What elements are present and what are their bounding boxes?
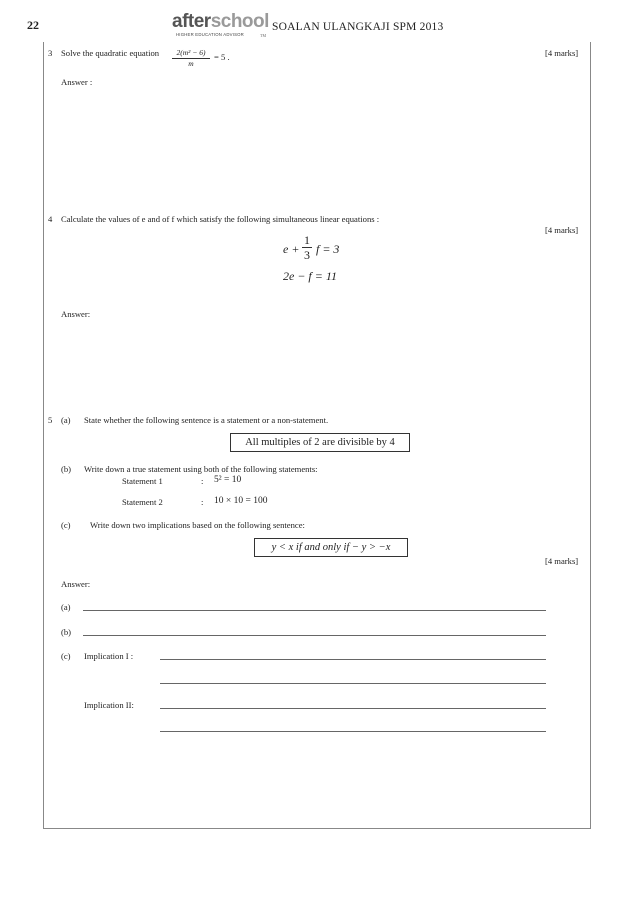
q5b-statement2-label: Statement 2 bbox=[122, 497, 163, 507]
q3-rhs: = 5 . bbox=[214, 52, 230, 62]
q5b-text: Write down a true statement using both of the following statements: bbox=[84, 464, 318, 474]
q5c-sentence-box: y < x if and only if − y > −x bbox=[254, 538, 408, 557]
q5-implication2-line2 bbox=[160, 731, 546, 732]
afterschool-logo bbox=[170, 11, 269, 41]
q5a-text: State whether the following sentence is a statement or a non-statement. bbox=[84, 415, 329, 425]
q4-eq1-right: f = 3 bbox=[316, 242, 340, 256]
q4-eq1-numerator: 1 bbox=[304, 233, 310, 247]
q5-answer-b-label: (b) bbox=[61, 627, 72, 637]
q5-implication1-label: Implication I : bbox=[84, 651, 134, 661]
q3-number: 3 bbox=[48, 48, 53, 58]
q4-text: Calculate the values of e and of f which satisfy the following simultaneous linear equations : bbox=[61, 214, 380, 224]
q5-answer-a-line bbox=[83, 610, 546, 611]
q5-implication1-line2 bbox=[160, 683, 546, 684]
q5b-label: (b) bbox=[61, 464, 72, 474]
q5-answer-b-line bbox=[83, 635, 546, 636]
q5b-statement2-value: 10 × 10 = 100 bbox=[214, 496, 268, 506]
q5a-label: (a) bbox=[61, 415, 71, 425]
q4-answer-label: Answer: bbox=[61, 309, 91, 319]
q5-implication1-line1 bbox=[160, 659, 546, 660]
logo-text-dark: after bbox=[172, 11, 211, 32]
q4-eq1-left: e + bbox=[283, 242, 300, 256]
page-title: SOALAN ULANGKAJI SPM 2013 bbox=[272, 21, 444, 33]
q4-marks: [4 marks] bbox=[545, 225, 579, 235]
q5c-label: (c) bbox=[61, 520, 71, 530]
q5b-statement1-colon: : bbox=[201, 476, 204, 486]
q4-eq2: 2e − f = 11 bbox=[283, 269, 337, 283]
q4-eq1-fraction bbox=[302, 234, 312, 262]
q5a-statement-box: All multiples of 2 are divisible by 4 bbox=[230, 433, 410, 452]
q3-denominator: m bbox=[188, 59, 194, 68]
q5-implication2-label: Implication II: bbox=[84, 700, 134, 710]
q5-answer-label: Answer: bbox=[61, 579, 91, 589]
q3-fraction bbox=[172, 48, 210, 68]
q4-eq1-denominator: 3 bbox=[304, 248, 310, 262]
q3-marks: [4 marks] bbox=[545, 48, 579, 58]
logo-tagline: HIGHER EDUCATION ADVISOR bbox=[176, 32, 244, 37]
q5c-text: Write down two implications based on the following sentence: bbox=[90, 520, 305, 530]
q5-number: 5 bbox=[48, 415, 53, 425]
q5-answer-c-label: (c) bbox=[61, 651, 71, 661]
q3-numerator: 2(m² − 6) bbox=[172, 48, 210, 59]
logo-wordmark bbox=[172, 11, 269, 33]
q3-text: Solve the quadratic equation bbox=[61, 48, 160, 58]
logo-tm: TM bbox=[260, 33, 266, 38]
logo-text-light: school bbox=[210, 11, 269, 32]
page-number: 22 bbox=[27, 18, 39, 32]
q5-marks: [4 marks] bbox=[545, 556, 579, 566]
q5-implication2-line1 bbox=[160, 708, 546, 709]
q5b-statement2-colon: : bbox=[201, 497, 204, 507]
q5-answer-a-label: (a) bbox=[61, 602, 71, 612]
q4-number: 4 bbox=[48, 214, 53, 224]
q5b-statement1-label: Statement 1 bbox=[122, 476, 163, 486]
q3-answer-label: Answer : bbox=[61, 77, 93, 87]
q5b-statement1-value: 5² = 10 bbox=[214, 475, 242, 485]
